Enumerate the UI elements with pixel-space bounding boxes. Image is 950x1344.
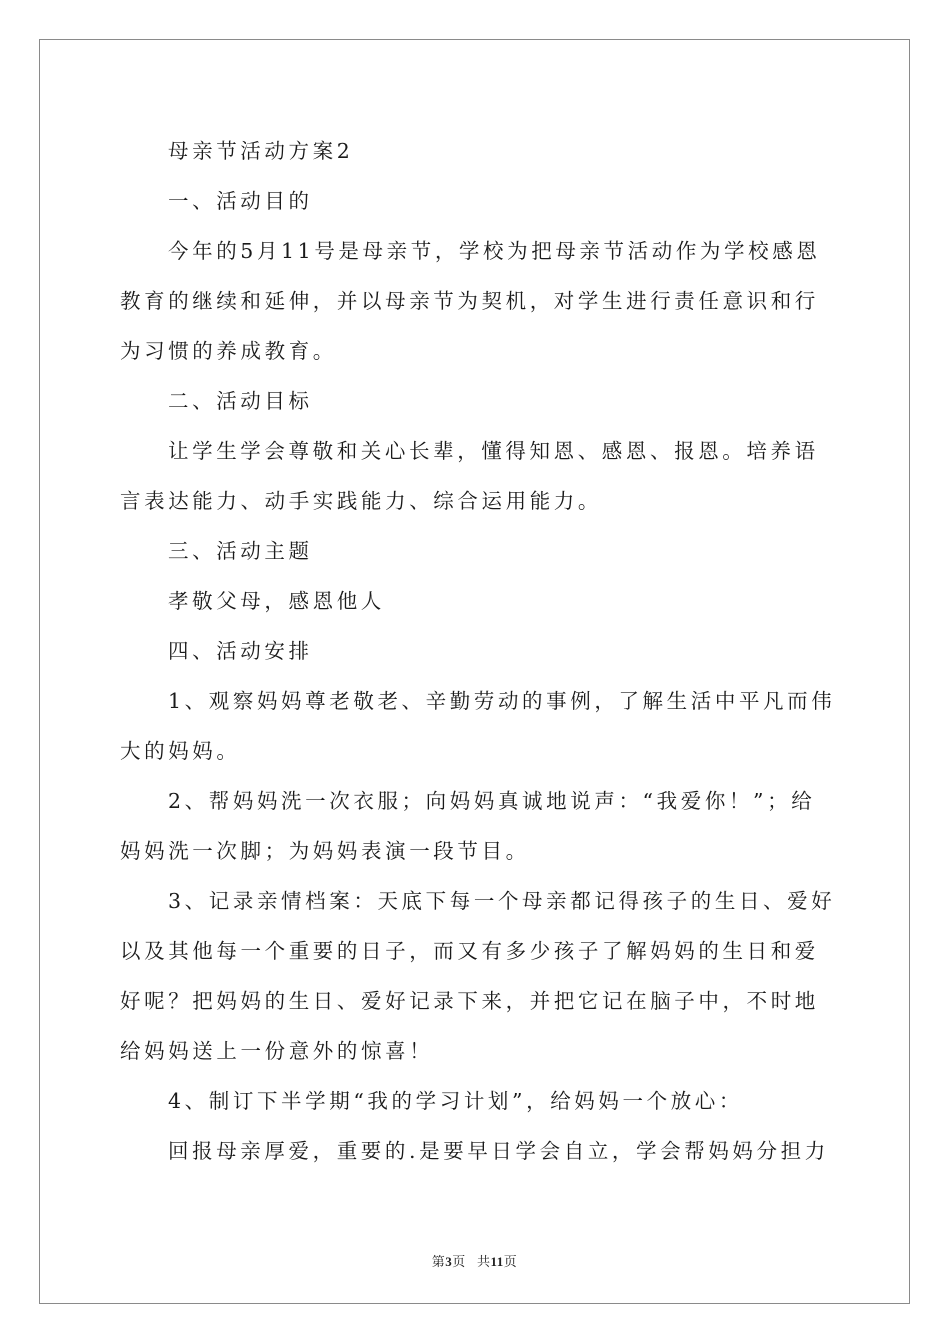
list-item: 1、观察妈妈尊老敬老、辛勤劳动的事例，了解生活中平凡而伟大的妈妈。: [120, 689, 836, 763]
document-page: [39, 39, 910, 1304]
footer-total-suffix: 页: [503, 1254, 518, 1269]
doc-title: 母亲节活动方案2: [168, 139, 354, 163]
list-item: 4、制订下半学期“我的学习计划”，给妈妈一个放心：: [168, 1089, 744, 1113]
list-item: 3、记录亲情档案：天底下每一个母亲都记得孩子的生日、爱好以及其他每一个重要的日子，而又有多少孩子了解妈妈的生日和爱好呢？把妈妈的生日、爱好记录下来，并把它记在脑子中，不时地给妈妈送上一份意外的惊喜！: [120, 889, 836, 1063]
section-heading-2: 二、活动目标: [168, 389, 313, 413]
list-item: 2、帮妈妈洗一次衣服；向妈妈真诚地说声：“我爱你！”；给妈妈洗一次脚；为妈妈表演一段节目。: [120, 789, 816, 863]
document-body: [120, 126, 838, 1176]
footer-prefix: 第: [431, 1254, 446, 1269]
footer-total-prefix: 共: [476, 1254, 491, 1269]
footer-current-page: 3: [445, 1254, 453, 1269]
section-heading-1: 一、活动目的: [168, 189, 313, 213]
section-heading-4: 四、活动安排: [168, 639, 313, 663]
footer-page-word: 页: [452, 1254, 466, 1269]
paragraph: 今年的5月11号是母亲节，学校为把母亲节活动作为学校感恩教育的继续和延伸，并以母亲节为契机，对学生进行责任意识和行为习惯的养成教育。: [120, 239, 821, 363]
page-footer: [40, 1251, 909, 1270]
section-heading-3: 三、活动主题: [168, 539, 313, 563]
paragraph: 让学生学会尊敬和关心长辈，懂得知恩、感恩、报恩。培养语言表达能力、动手实践能力、综合运用能力。: [120, 439, 819, 513]
paragraph: 回报母亲厚爱，重要的.是要早日学会自立，学会帮妈妈分担力: [168, 1139, 829, 1163]
paragraph: 孝敬父母，感恩他人: [168, 589, 385, 613]
footer-total-pages: 11: [490, 1254, 504, 1269]
